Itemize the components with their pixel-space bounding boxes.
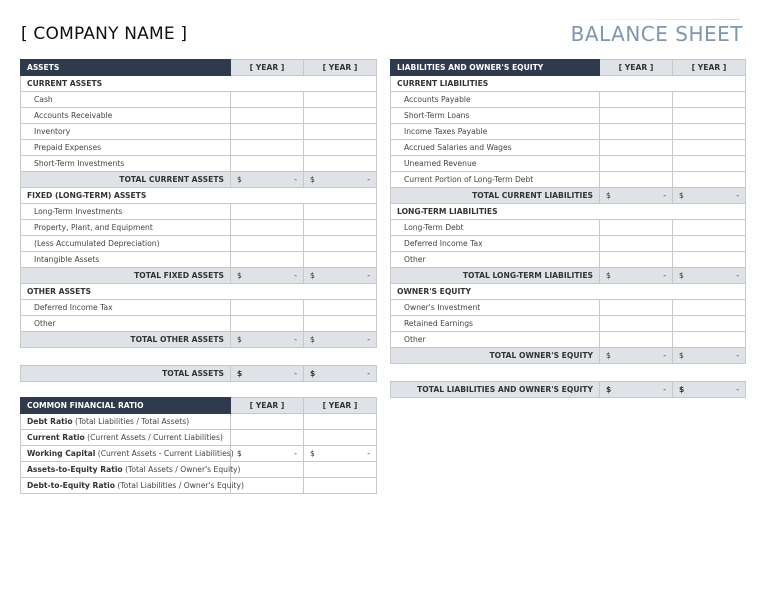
row-label: Retained Earnings — [391, 316, 600, 332]
value-cell[interactable] — [231, 300, 304, 316]
grand-total-row — [21, 366, 377, 382]
row-label: Accounts Payable — [391, 92, 600, 108]
liabilities-heading: LIABILITIES AND OWNER'S EQUITY — [391, 60, 600, 76]
currency-symbol: $ — [237, 334, 242, 344]
ratio-value-cell[interactable] — [231, 446, 304, 462]
currency-symbol: $ — [310, 174, 315, 184]
value-cell[interactable] — [231, 236, 304, 252]
currency-symbol: $ — [606, 270, 611, 280]
total-value: - — [367, 368, 370, 378]
row-label: Property, Plant, and Equipment — [21, 220, 231, 236]
liabilities-table — [390, 59, 746, 364]
owners-equity-label: OWNER'S EQUITY — [391, 284, 746, 300]
ratio-value-cell[interactable] — [304, 478, 377, 494]
value-cell[interactable] — [304, 124, 377, 140]
table-row — [21, 430, 377, 446]
fixed-assets-label: FIXED (LONG-TERM) ASSETS — [21, 188, 377, 204]
liabilities-year-2[interactable]: [ YEAR ] — [673, 60, 746, 76]
table-row — [21, 92, 377, 108]
ratio-value: - — [367, 448, 370, 458]
value-cell[interactable] — [231, 220, 304, 236]
current-assets-label: CURRENT ASSETS — [21, 76, 377, 92]
table-row — [391, 332, 746, 348]
value-cell[interactable] — [673, 220, 746, 236]
row-label: Long-Term Debt — [391, 220, 600, 236]
value-cell[interactable] — [673, 124, 746, 140]
ratio-year-1[interactable]: [ YEAR ] — [231, 398, 304, 414]
row-label: Inventory — [21, 124, 231, 140]
total-value: - — [294, 270, 297, 280]
total-row — [391, 188, 746, 204]
ratio-label — [21, 462, 241, 478]
assets-heading: ASSETS — [21, 60, 231, 76]
assets-year-2[interactable]: [ YEAR ] — [304, 60, 377, 76]
total-row — [21, 268, 377, 284]
company-name[interactable]: [ COMPANY NAME ] — [21, 24, 188, 44]
row-label: Current Portion of Long-Term Debt — [391, 172, 600, 188]
value-cell[interactable] — [304, 316, 377, 332]
currency-symbol: $ — [310, 334, 315, 344]
ratio-name: Working Capital — [27, 448, 96, 458]
currency-symbol: $ — [606, 350, 611, 360]
total-value: - — [294, 174, 297, 184]
total-long-term-liabilities-label: TOTAL LONG-TERM LIABILITIES — [391, 268, 600, 284]
currency-symbol: $ — [237, 174, 242, 184]
table-row — [21, 204, 377, 220]
value-cell[interactable] — [304, 300, 377, 316]
ratio-value-cell[interactable] — [304, 446, 377, 462]
value-cell[interactable] — [673, 332, 746, 348]
row-label: Other — [391, 332, 600, 348]
table-row — [21, 478, 377, 494]
value-cell[interactable] — [673, 316, 746, 332]
total-value: - — [663, 270, 666, 280]
row-label: (Less Accumulated Depreciation) — [21, 236, 231, 252]
assets-header-row — [21, 60, 377, 76]
currency-symbol: $ — [310, 448, 315, 458]
value-cell[interactable] — [600, 92, 673, 108]
total-value: - — [367, 270, 370, 280]
ratio-value-cell[interactable] — [304, 430, 377, 446]
total-assets-table — [20, 365, 377, 382]
value-cell[interactable] — [673, 108, 746, 124]
total-row — [391, 268, 746, 284]
value-cell[interactable] — [600, 220, 673, 236]
value-cell[interactable] — [304, 92, 377, 108]
value-cell[interactable] — [600, 300, 673, 316]
row-label: Other — [21, 316, 231, 332]
liabilities-year-1[interactable]: [ YEAR ] — [600, 60, 673, 76]
total-value: - — [367, 334, 370, 344]
value-cell[interactable] — [231, 92, 304, 108]
table-row — [391, 156, 746, 172]
value-cell[interactable] — [600, 316, 673, 332]
value-cell[interactable] — [673, 252, 746, 268]
value-cell[interactable] — [673, 300, 746, 316]
total-current-assets-label: TOTAL CURRENT ASSETS — [21, 172, 231, 188]
total-value: - — [663, 190, 666, 200]
row-label: Intangible Assets — [21, 252, 231, 268]
total-value: - — [294, 368, 297, 378]
ratio-value-cell[interactable] — [304, 414, 377, 430]
total-value-cell — [304, 268, 377, 284]
ratio-value-cell[interactable] — [231, 462, 304, 478]
total-value-cell — [600, 268, 673, 284]
assets-table — [20, 59, 377, 348]
table-row — [21, 414, 377, 430]
value-cell[interactable] — [673, 156, 746, 172]
total-row — [21, 332, 377, 348]
table-row — [391, 316, 746, 332]
title-rule — [560, 19, 740, 20]
value-cell[interactable] — [231, 124, 304, 140]
table-row — [21, 156, 377, 172]
value-cell[interactable] — [673, 172, 746, 188]
total-value-cell — [231, 366, 304, 382]
total-value-cell — [673, 382, 746, 398]
table-row — [391, 92, 746, 108]
total-value-cell — [231, 268, 304, 284]
value-cell[interactable] — [600, 236, 673, 252]
table-row — [21, 462, 377, 478]
table-row — [391, 172, 746, 188]
row-label: Cash — [21, 92, 231, 108]
total-row — [391, 348, 746, 364]
row-label: Deferred Income Tax — [391, 236, 600, 252]
currency-symbol: $ — [606, 384, 612, 394]
table-row — [391, 300, 746, 316]
table-row — [21, 108, 377, 124]
table-row — [21, 140, 377, 156]
value-cell[interactable] — [231, 108, 304, 124]
ratio-heading: COMMON FINANCIAL RATIO — [21, 398, 231, 414]
value-cell[interactable] — [304, 108, 377, 124]
total-value: - — [663, 384, 666, 394]
value-cell[interactable] — [600, 108, 673, 124]
value-cell[interactable] — [231, 204, 304, 220]
currency-symbol: $ — [679, 384, 685, 394]
row-label: Deferred Income Tax — [21, 300, 231, 316]
value-cell[interactable] — [600, 124, 673, 140]
row-label: Short-Term Investments — [21, 156, 231, 172]
total-value: - — [736, 190, 739, 200]
other-assets-label: OTHER ASSETS — [21, 284, 377, 300]
total-value-cell — [304, 332, 377, 348]
ratio-value-cell[interactable] — [231, 430, 304, 446]
table-row — [21, 252, 377, 268]
total-value: - — [367, 174, 370, 184]
row-label: Other — [391, 252, 600, 268]
table-row — [391, 220, 746, 236]
value-cell[interactable] — [600, 140, 673, 156]
ratio-formula: (Total Liabilities / Owner's Equity) — [114, 480, 244, 490]
table-row — [21, 220, 377, 236]
ratio-formula: (Current Assets - Current Liabilities) — [95, 448, 234, 458]
value-cell[interactable] — [600, 252, 673, 268]
row-label: Unearned Revenue — [391, 156, 600, 172]
table-row — [21, 300, 377, 316]
value-cell[interactable] — [304, 236, 377, 252]
value-cell[interactable] — [304, 204, 377, 220]
value-cell[interactable] — [231, 316, 304, 332]
row-label: Accrued Salaries and Wages — [391, 140, 600, 156]
ratio-formula: (Total Assets / Owner's Equity) — [122, 464, 241, 474]
row-label: Accounts Receivable — [21, 108, 231, 124]
total-fixed-assets-label: TOTAL FIXED ASSETS — [21, 268, 231, 284]
total-value-cell — [600, 382, 673, 398]
currency-symbol: $ — [606, 190, 611, 200]
value-cell[interactable] — [231, 156, 304, 172]
total-liabilities-table — [390, 381, 746, 398]
total-value-cell — [673, 348, 746, 364]
table-row — [391, 252, 746, 268]
assets-year-1[interactable]: [ YEAR ] — [231, 60, 304, 76]
total-owners-equity-label: TOTAL OWNER'S EQUITY — [391, 348, 600, 364]
ratio-label — [21, 414, 231, 430]
total-value: - — [294, 334, 297, 344]
row-label: Short-Term Loans — [391, 108, 600, 124]
total-value-cell — [304, 172, 377, 188]
currency-symbol: $ — [679, 190, 684, 200]
total-value-cell — [231, 172, 304, 188]
total-value-cell — [600, 348, 673, 364]
grand-total-row — [391, 382, 746, 398]
total-value-cell — [231, 332, 304, 348]
total-value: - — [663, 350, 666, 360]
total-other-assets-label: TOTAL OTHER ASSETS — [21, 332, 231, 348]
table-row — [391, 236, 746, 252]
total-value-cell — [673, 268, 746, 284]
total-assets-label: TOTAL ASSETS — [21, 366, 231, 382]
row-label: Owner's Investment — [391, 300, 600, 316]
value-cell[interactable] — [231, 140, 304, 156]
value-cell[interactable] — [600, 332, 673, 348]
value-cell[interactable] — [673, 92, 746, 108]
value-cell[interactable] — [231, 252, 304, 268]
ratio-name: Debt-to-Equity Ratio — [27, 480, 115, 490]
table-row — [391, 108, 746, 124]
ratio-header-row — [21, 398, 377, 414]
ratio-year-2[interactable]: [ YEAR ] — [304, 398, 377, 414]
total-value: - — [736, 270, 739, 280]
ratio-name: Assets-to-Equity Ratio — [27, 464, 123, 474]
currency-symbol: $ — [237, 448, 242, 458]
liabilities-header-row — [391, 60, 746, 76]
ratio-name: Current Ratio — [27, 432, 85, 442]
row-label: Prepaid Expenses — [21, 140, 231, 156]
table-row — [391, 140, 746, 156]
currency-symbol: $ — [237, 368, 243, 378]
total-value-cell — [304, 366, 377, 382]
row-label: Income Taxes Payable — [391, 124, 600, 140]
value-cell[interactable] — [304, 140, 377, 156]
ratio-value-cell[interactable] — [304, 462, 377, 478]
value-cell[interactable] — [673, 236, 746, 252]
value-cell[interactable] — [304, 220, 377, 236]
ratio-formula: (Current Assets / Current Liabilities) — [84, 432, 223, 442]
ratio-label — [21, 446, 234, 462]
currency-symbol: $ — [237, 270, 242, 280]
total-liabilities-equity-label: TOTAL LIABILITIES AND OWNER'S EQUITY — [391, 382, 600, 398]
ratio-value-cell[interactable] — [231, 414, 304, 430]
table-row — [391, 124, 746, 140]
page-title: BALANCE SHEET — [570, 22, 743, 46]
total-current-liabilities-label: TOTAL CURRENT LIABILITIES — [391, 188, 600, 204]
value-cell[interactable] — [600, 172, 673, 188]
ratio-value: - — [294, 448, 297, 458]
total-value: - — [736, 350, 739, 360]
value-cell[interactable] — [673, 140, 746, 156]
row-label: Long-Term Investments — [21, 204, 231, 220]
ratio-table — [20, 397, 377, 494]
table-row — [21, 316, 377, 332]
ratio-formula: (Total Liabilities / Total Assets) — [72, 416, 190, 426]
total-row — [21, 172, 377, 188]
value-cell[interactable] — [304, 252, 377, 268]
total-value-cell — [600, 188, 673, 204]
total-value-cell — [673, 188, 746, 204]
table-row — [21, 124, 377, 140]
value-cell[interactable] — [304, 156, 377, 172]
ratio-label — [21, 478, 244, 494]
ratio-name: Debt Ratio — [27, 416, 73, 426]
currency-symbol: $ — [310, 270, 315, 280]
long-term-liabilities-label: LONG-TERM LIABILITIES — [391, 204, 746, 220]
currency-symbol: $ — [679, 270, 684, 280]
table-row — [21, 236, 377, 252]
value-cell[interactable] — [600, 156, 673, 172]
currency-symbol: $ — [679, 350, 684, 360]
total-value: - — [736, 384, 739, 394]
current-liabilities-label: CURRENT LIABILITIES — [391, 76, 746, 92]
currency-symbol: $ — [310, 368, 316, 378]
table-row — [21, 446, 377, 462]
ratio-label — [21, 430, 231, 446]
